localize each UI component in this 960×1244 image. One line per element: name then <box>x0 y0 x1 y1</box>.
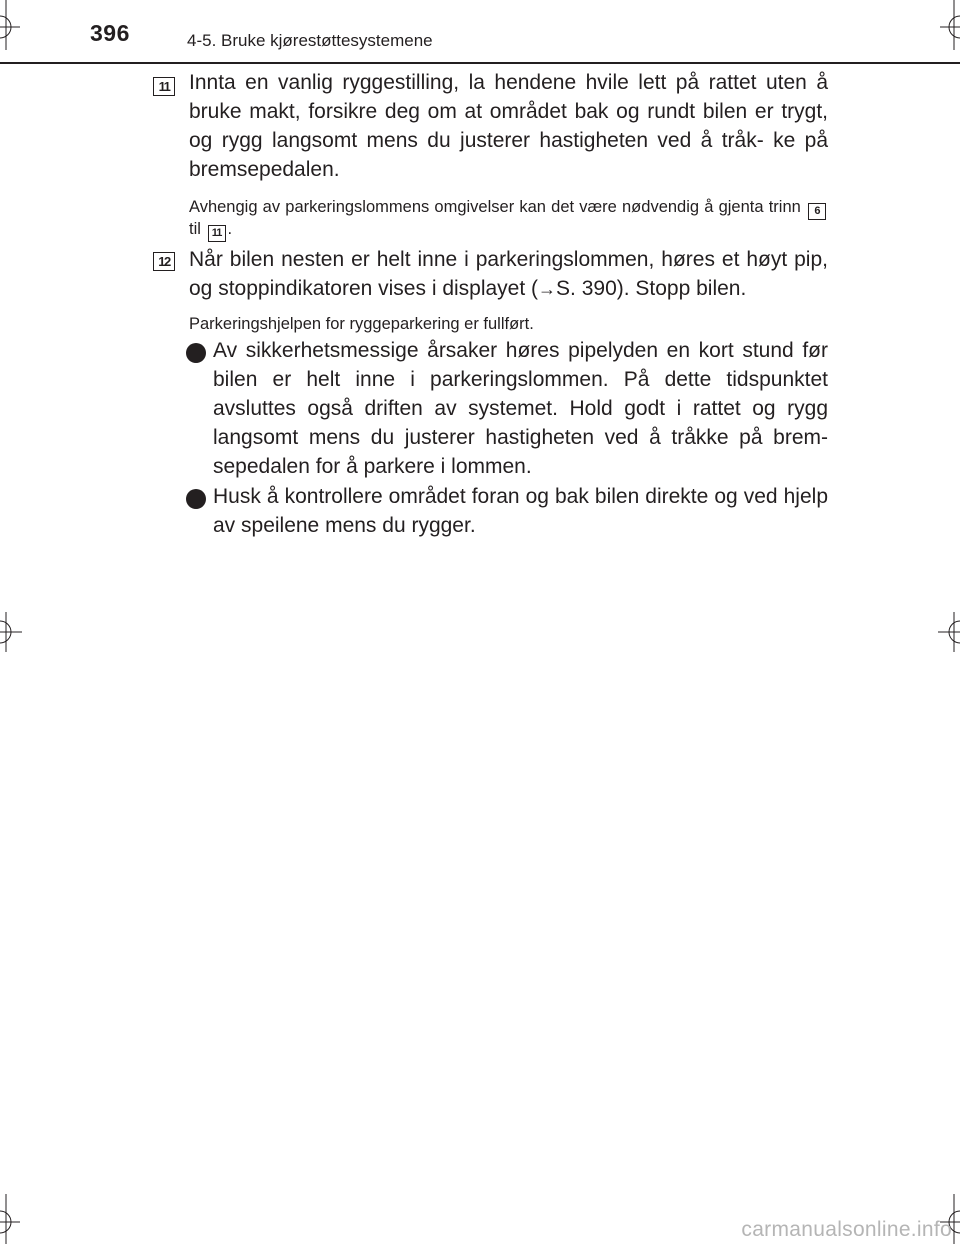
step-text: Innta en vanlig ryggestilling, la hendene hvile lett på rattet uten å bruke makt, forsikre deg om at området bak og rundt bilen er trygt, og rygg langsomt mens du justerer hastigheten ved å tråk- ke på bremsepedalen. <box>189 71 828 181</box>
page-reference-link[interactable]: S. 390). Stopp bilen. <box>556 277 747 300</box>
header-rule <box>0 62 960 64</box>
step-reference-box: 11 <box>208 225 226 242</box>
section-title: 4-5. Bruke kjørestøttesystemene <box>187 31 433 50</box>
step-text-part: Når bilen nesten er helt inne i parkeringslommen, høres et høyt pip, og stoppindikatoren vises i displayet ( <box>189 248 828 300</box>
reference-arrow-icon: → <box>538 279 557 299</box>
note-text: til <box>189 220 201 238</box>
completion-note: Parkeringshjelpen for ryggeparkering er fullført. <box>189 315 534 333</box>
step-reference-box: 6 <box>808 203 826 220</box>
bullet-icon <box>186 343 206 363</box>
step-note <box>189 198 828 242</box>
note-text: Avhengig av parkeringslommens omgivelser kan det være nødvendig å gjenta trinn <box>189 198 801 216</box>
step-number-box: 11 <box>153 77 175 96</box>
crop-mark-top-right <box>930 0 960 60</box>
watermark: carmanualsonline.info <box>741 1218 952 1241</box>
step-text <box>189 245 828 304</box>
crop-mark-mid-left <box>0 612 30 652</box>
bullet-text: Av sikkerhetsmessige årsaker høres pipelyden en kort stund før bilen er helt inne i parkeringslommen. På dette tidspunktet avsluttes også driften av systemet. Hold godt i rattet og rygg langsomt mens du justerer hastigheten ved å tråkke på brem- sepedalen for å parkere i lommen. <box>213 339 828 478</box>
bullet-icon <box>186 489 206 509</box>
crop-mark-mid-right <box>930 612 960 652</box>
note-text: . <box>227 220 233 238</box>
bullet-text: Husk å kontrollere området foran og bak bilen direkte og ved hjelp av speilene mens du rygger. <box>213 485 828 537</box>
crop-mark-top-left <box>0 0 30 60</box>
page-number: 396 <box>90 20 130 46</box>
crop-mark-bottom-left <box>0 1194 30 1244</box>
step-number-box: 12 <box>153 252 175 271</box>
